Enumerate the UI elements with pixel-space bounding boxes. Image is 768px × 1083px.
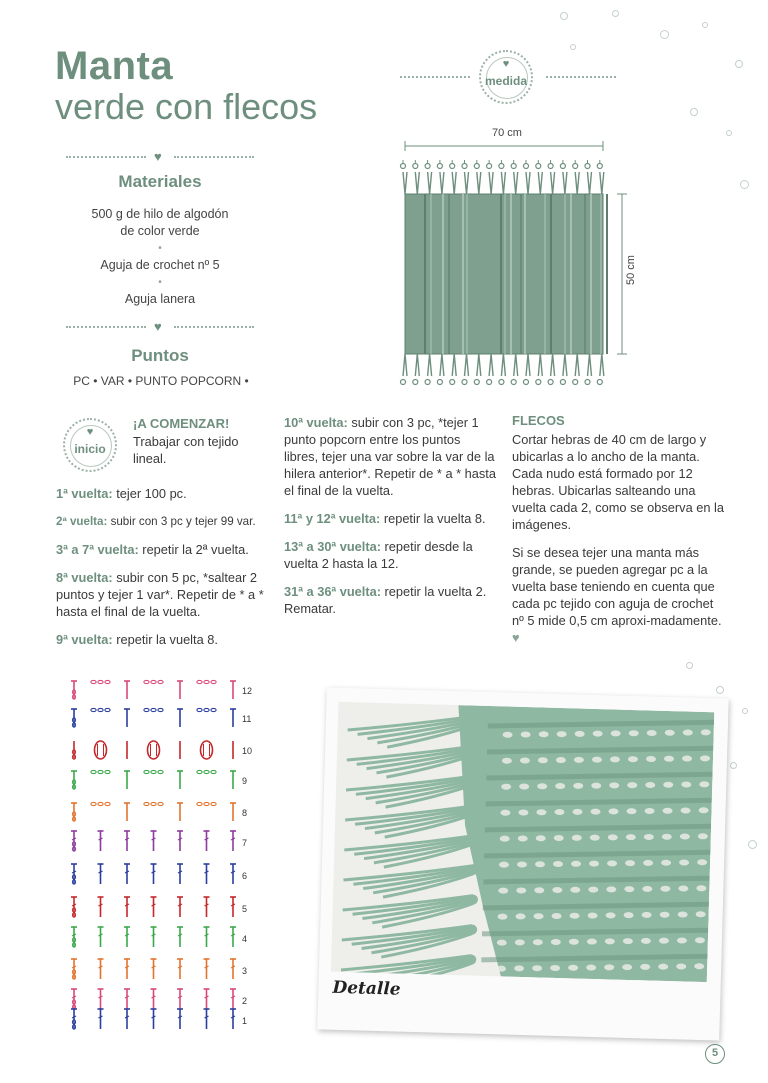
material-item: Aguja de crochet nº 5 (100, 258, 220, 272)
chart-row-number: 6 (242, 871, 248, 881)
start-intro: Trabajar con tejido lineal. (133, 434, 239, 466)
heart-icon: ♥ (154, 319, 162, 334)
start-heading: ¡A COMENZAR! (133, 416, 230, 431)
materials-divider (66, 150, 254, 164)
width-label: 70 cm (492, 127, 522, 139)
materials-list (66, 206, 254, 308)
heart-icon: ♥ (154, 149, 162, 164)
height-label: 50 cm (625, 255, 637, 285)
instructions-col1 (56, 485, 271, 659)
chart-row-number: 11 (242, 714, 252, 724)
row-instruction: 1ª vuelta: tejer 100 pc. (56, 486, 187, 501)
heart-icon: ♥ (512, 630, 520, 645)
row-instruction: 31ª a 36ª vuelta: repetir la vuelta 2. Rematar. (284, 584, 487, 616)
stitch-chart (60, 670, 270, 1030)
bullet: • (158, 243, 162, 254)
material-item: de color verde (120, 224, 200, 238)
stitches-line: PC • VAR • PUNTO POPCORN • (73, 374, 249, 388)
fringe-bottom (401, 354, 604, 385)
material-item: 500 g de hilo de algodón (91, 207, 229, 221)
chart-row-number: 7 (242, 838, 248, 848)
row-instruction: 9ª vuelta: repetir la vuelta 8. (56, 632, 218, 647)
heart-icon: ♥ (86, 426, 94, 438)
heart-icon: ♥ (502, 58, 510, 70)
chart-row-number: 1 (242, 1016, 248, 1026)
chart-row-number: 12 (242, 686, 253, 696)
photo-caption: Detalle (332, 977, 401, 1000)
row-instruction: 2ª vuelta: subir con 3 pc y tejer 99 var. (56, 515, 256, 528)
chart-row-number: 3 (242, 966, 248, 976)
chart-row-number: 2 (242, 996, 248, 1006)
instructions-col2 (284, 414, 496, 628)
chart-row-number: 10 (242, 746, 253, 756)
title-line2: verde con flecos (55, 86, 318, 127)
popcorn-stitch-icon (95, 741, 107, 759)
materials-heading: Materiales (118, 172, 202, 191)
photo-illustration (331, 702, 714, 982)
fringe-top (401, 160, 604, 194)
start-badge (63, 418, 117, 472)
row-instruction: 13ª a 30ª vuelta: repetir desde la vuelta 2 hasta la 12. (284, 539, 473, 571)
blanket-photo (331, 702, 714, 982)
title-line1: Manta (55, 44, 174, 88)
fringes-paragraph: Si se desea tejer una manta más grande, se pueden agregar pc a la vuelta base teniendo en cuenta que cada pc tejido con aguja de crochet nº 5 mide 0,5 cm aproxi-madamente. ♥ (512, 545, 722, 645)
measure-badge-label: medida (484, 74, 527, 88)
page-number: 5 (705, 1044, 725, 1064)
fringes-heading: FLECOS (512, 413, 565, 428)
blanket-body (405, 194, 603, 354)
fringes-paragraph: Cortar hebras de 40 cm de largo y ubicarlas a lo ancho de la manta. Cada nudo está formado por 12 hebras. Ubicarlas salteando una vuelta cada 2, como se observa en la imágenes. (512, 432, 724, 532)
chart-row-number: 8 (242, 808, 248, 818)
measure-badge (479, 50, 533, 104)
row-instruction: 10ª vuelta: subir con 3 pc, *tejer 1 punto popcorn entre los puntos libres, tejer una var sobre la var de la hilera anterior*. Repetir de * a * hasta el final de la vuelta. (284, 415, 496, 498)
blanket-diagram (392, 120, 642, 400)
chart-row-number: 9 (242, 776, 248, 786)
row-instruction: 3ª a 7ª vuelta: repetir la 2ª vuelta. (56, 542, 249, 557)
stitches-divider (66, 320, 254, 334)
chart-row-number: 5 (242, 904, 248, 914)
popcorn-stitch-icon (148, 741, 160, 759)
popcorn-stitch-icon (201, 741, 213, 759)
chart-row-number: 4 (242, 934, 248, 944)
material-item: Aguja lanera (124, 292, 196, 306)
start-badge-label: inicio (74, 442, 106, 456)
stitches-heading: Puntos (131, 346, 189, 365)
row-instruction: 11ª y 12ª vuelta: repetir la vuelta 8. (284, 511, 486, 526)
fringes-text (512, 431, 724, 657)
bullet: • (158, 277, 162, 288)
detail-photo (317, 687, 728, 1040)
row-instruction: 8ª vuelta: subir con 5 pc, *saltear 2 puntos y tejer 1 var*. Repetir de * a * hasta el final de la vuelta. (56, 570, 264, 619)
